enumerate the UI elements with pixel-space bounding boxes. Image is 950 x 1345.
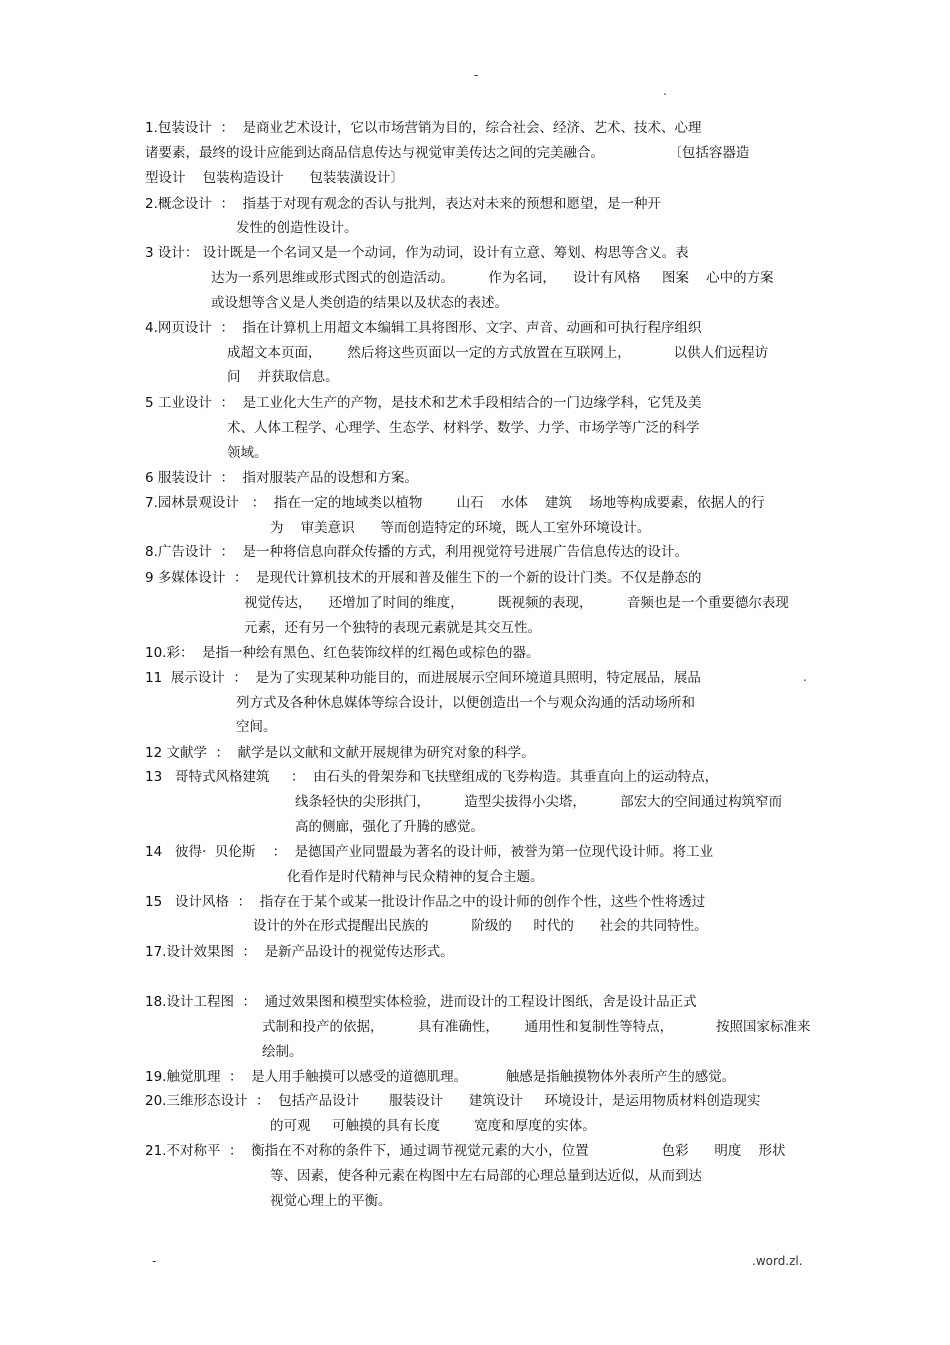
term-line: 3 设计： 设计既是一个名词又是一个动词，作为动词，设计有立意、筹划、构思等含义。表 [145,245,689,261]
term-line: 领域。 [227,445,268,461]
term-line: 4.网页设计 ： 指在计算机上用超文本编辑工具将图形、文字、声音、动画和可执行程序组织 [145,320,702,336]
term-line: 诸要素，最终的设计应能到达商品信息传达与视觉审美传达之间的完美融合。 〔包括容器造 [145,145,750,161]
term-line: 发性的创造性设计。 [236,220,358,236]
term-line: 2.概念设计 ： 指基于对现有观念的否认与批判，表达对未来的预想和愿望，是一种开 [145,196,662,212]
term-line: 11 展示设计 ： 是为了实现某种功能目的，而进展展示空间环境道具照明，特定展品，展品 [145,670,701,686]
term-line: 14 彼得· 贝伦斯 ： 是德国产业同盟最为著名的设计师，被誉为第一位现代设计师。将工业 [145,844,714,860]
term-line: 12 文献学 ： 献学是以文献和文献开展规律为研究对象的科学。 [145,745,535,761]
term-line: 术、人体工程学、心理学、生态学、材料学、数学、力学、市场学等广泛的科学 [227,420,700,436]
term-line: 6 服装设计 ： 指对服装产品的设想和方案。 [145,470,419,486]
term-line: 绘制。 [262,1044,303,1060]
footer-left-mark: - [152,1254,157,1268]
term-line: 10.彩： 是指一种绘有黑色、红色装饰纹样的红褐色或棕色的器。 [145,645,540,661]
term-line: 为 审美意识 等而创造特定的环境，既人工室外环境设计。 [270,520,651,536]
term-line: 9 多媒体设计 ： 是现代计算机技术的开展和普及催生下的一个新的设计门类。不仅是静态的 [145,570,702,586]
term-line: 15 设计风格 ： 指存在于某个或某一批设计作品之中的设计师的创作个性，这些个性将透过 [145,894,706,910]
term-line: 成超文本页面， 然后将这些页面以一定的方式放置在互联网上， 以供人们远程访 [227,345,769,361]
header-center-mark: - [474,68,479,82]
term-line: 式制和投产的依据， 具有准确性， 通用性和复制性等特点， 按照国家标准来 [262,1019,811,1035]
term-line: 7.园林景观设计 ： 指在一定的地域类以植物 山石 水体 建筑 场地等构成要素，依据人的行 [145,495,765,511]
term-line: 元素，还有另一个独特的表现元素就是其交互性。 [244,620,541,636]
term-line: 问 并获取信息。 [227,369,339,385]
term-line: 17.设计效果图 ： 是新产品设计的视觉传达形式。 [145,944,454,960]
term-line: 13 哥特式风格建筑 ： 由石头的骨架券和飞扶壁组成的飞券构造。其垂直向上的运动特点， [145,769,719,785]
term-line: 1.包装设计 ： 是商业艺术设计，它以市场营销为目的，综合社会、经济、艺术、技术、心理 [145,120,702,136]
term-line: 的可观 可触摸的具有长度 宽度和厚度的实体。 [270,1118,596,1134]
footer-right-text: .word.zl. [752,1254,803,1268]
term-line: 18.设计工程图 ： 通过效果图和模型实体检验，进而设计的工程设计图纸，舍是设计品正式 [145,994,697,1010]
term-line: 高的侧廊，强化了升腾的感觉。 [295,819,484,835]
term-line: 19.触觉肌理 ： 是人用手触摸可以感受的道德肌理。 触感是指触摸物体外表所产生的感觉。 [145,1069,736,1085]
term-line: 化看作是时代精神与民众精神的复合主题。 [287,869,544,885]
term-line: 或设想等含义是人类创造的结果以及状态的表述。 [211,295,508,311]
term-line: 20.三维形态设计 ： 包括产品设计 服装设计 建筑设计 环境设计，是运用物质材料创造现实 [145,1093,761,1109]
term-line: 视觉心理上的平衡。 [270,1193,392,1209]
term-line: 列方式及各种休息媒体等综合设计，以便创造出一个与观众沟通的活动场所和 [236,695,695,711]
term-line: 线条轻快的尖形拱门， 造型尖拔得小尖塔， 部宏大的空间通过构筑窄而 [295,794,783,810]
term-line: 空间。 [236,719,277,735]
stray-dot: . [803,670,807,684]
term-line: 设计的外在形式提醒出民族的 阶级的 时代的 社会的共同特性。 [253,918,708,934]
term-line: 达为一系列思维或形式图式的创造活动。 作为名词， 设计有风格 图案 心中的方案 [211,270,774,286]
term-line: 8.广告设计 ： 是一种将信息向群众传播的方式，利用视觉符号进展广告信息传达的设计。 [145,544,689,560]
term-line: 5 工业设计 ： 是工业化大生产的产物，是技术和艺术手段相结合的一门边缘学科，它凭及美 [145,395,702,411]
term-line: 等、因素，使各种元素在构图中左右局部的心理总量到达近似，从而到达 [270,1168,702,1184]
header-right-mark: . [663,84,667,98]
term-line: 视觉传达， 还增加了时间的维度， 既视频的表现， 音频也是一个重要德尔表现 [244,595,789,611]
term-line: 21.不对称平 ： 衡指在不对称的条件下，通过调节视觉元素的大小，位置 色彩 明度 形状 [145,1143,786,1159]
term-line: 型设计 包装构造设计 包装装潢设计〕 [145,170,404,186]
